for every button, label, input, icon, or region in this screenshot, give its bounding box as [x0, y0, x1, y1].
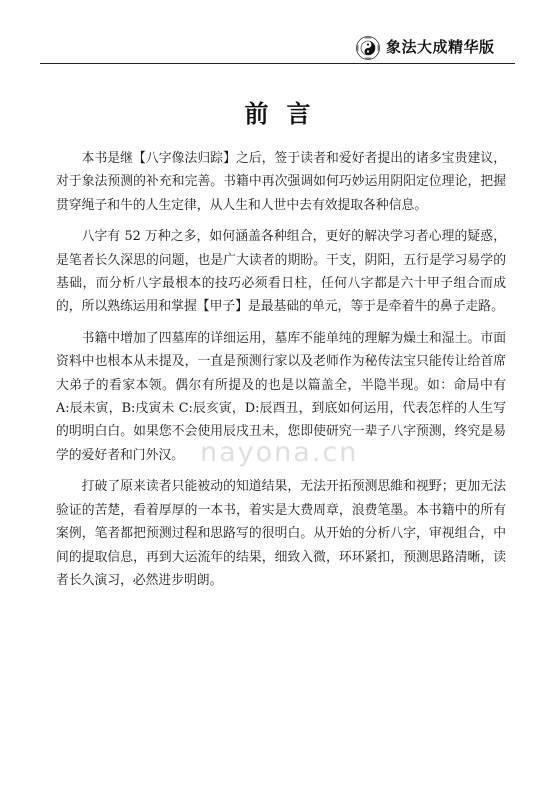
paragraph: 八字有 52 万种之多，如何涵盖各种组合，更好的解决学习者心理的疑惑，是笔者长久深思的问题，也是广大读者的期盼。干支，阴阳，五行是学习易学的基础，而分析八字最根本的技巧必须看日柱，任何八字都是六十甲子组合而成的，所以熟练运用和掌握【甲子】是最基础的单元，等于是牵着牛的鼻子走路。 [56, 229, 506, 315]
watermark-text: nayona.cn [200, 437, 359, 468]
page-header [0, 0, 555, 70]
page-title: 前言 [244, 99, 329, 128]
header-divider [40, 63, 515, 64]
paragraph: 本书是继【八字像法归踪】之后，签于读者和爱好者提出的诸多宝贵建议，对于象法预测的补充和完善。书籍中再次强调如何巧妙运用阴阳定位理论，把握贯穿绳子和牛的人生定律，从人生和人世中去有效提取各种信息。 [56, 151, 506, 213]
yin-yang-bagua-icon [356, 36, 380, 60]
paragraph: 打破了原来读者只能被动的知道结果，无法开拓预测思維和视野；更加无法验证的苦楚，看着厚厚的一本书，着实是大费周章，浪费笔墨。本书籍中的所有案例，笔者都把预测过程和思路写的很明白。从开始的分析八字，审视组合，中间的提取信息，再到大运流年的结果，细致入微，环环紧扣，预测思路清晰，读者长久演习，必然进步明朗。 [56, 479, 506, 588]
preface-body [56, 147, 506, 600]
paragraph: 书籍中增加了四墓库的详细运用，墓库不能单纯的理解为燥土和湿土。市面资料中也根本从未提及，一直是预测行家以及老师作为秘传法宝只能传让给首席大弟子的看家本领。偶尔有所提及的也是以篇盖全，半隐半现。如：命局中有 A:辰未寅，B:戌寅未 C:辰亥寅，D:辰酉丑，到底如何运用，代表怎样的人生写的明明白白。如果您不会使用辰戌丑未，您即使研究一辈子八字预测，终究是易学的爱好者和门外汉。 [56, 330, 506, 463]
brand-title: 象法大成精华版 [386, 38, 495, 56]
